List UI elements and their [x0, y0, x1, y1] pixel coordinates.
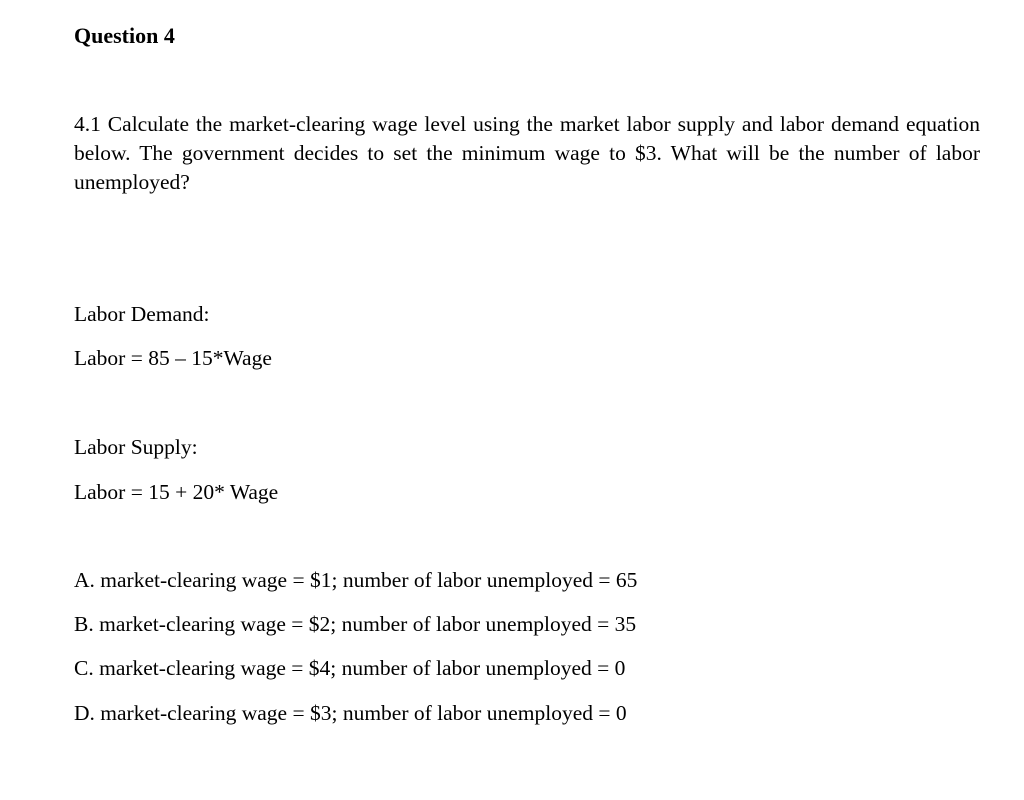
option-d: D. market-clearing wage = $3; number of labor unemployed = 0 [74, 701, 627, 725]
labor-demand-label: Labor Demand: [74, 302, 210, 326]
question-text: 4.1 Calculate the market-clearing wage level using the market labor supply and labor demand equation below. The government decides to set the minimum wage to $3. What will be the number of labor unemployed? [74, 112, 980, 194]
labor-demand-equation: Labor = 85 – 15*Wage [74, 346, 272, 370]
option-a: A. market-clearing wage = $1; number of labor unemployed = 65 [74, 568, 638, 592]
option-b: B. market-clearing wage = $2; number of labor unemployed = 35 [74, 612, 637, 636]
labor-supply-label: Labor Supply: [74, 435, 198, 459]
question-title: Question 4 [74, 23, 175, 48]
option-c: C. market-clearing wage = $4; number of labor unemployed = 0 [74, 656, 626, 680]
labor-supply-equation: Labor = 15 + 20* Wage [74, 480, 279, 504]
